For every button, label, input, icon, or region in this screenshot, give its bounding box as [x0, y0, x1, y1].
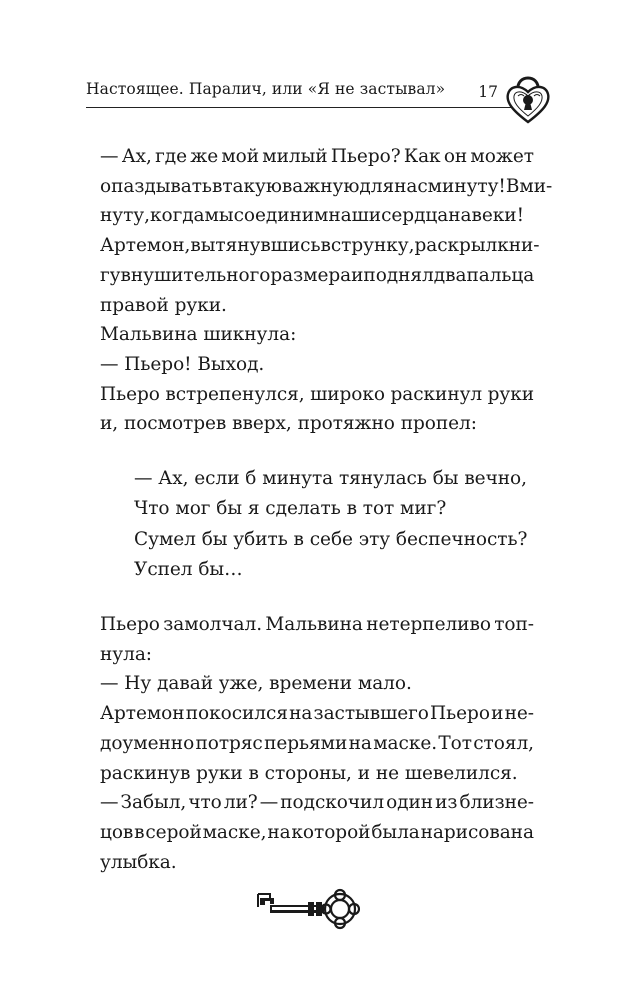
word: два	[433, 264, 467, 286]
text-line	[100, 818, 534, 847]
word: что	[188, 792, 222, 814]
word: внушительного	[120, 264, 271, 286]
word: может	[470, 146, 534, 167]
word: гу	[100, 264, 121, 286]
text-line: и, посмотрев вверх, протяжно пропел:	[100, 413, 477, 435]
word: Тот	[438, 732, 472, 754]
word: пальца	[466, 264, 535, 286]
word: для	[359, 175, 395, 197]
text-line: нула:	[100, 643, 152, 665]
word: Пьеро	[430, 703, 490, 725]
word: такую	[222, 175, 282, 197]
word: серой	[145, 821, 202, 843]
word: —	[100, 792, 119, 814]
word: опаздывать	[100, 175, 212, 197]
word: ми-	[519, 175, 553, 197]
text-line	[100, 231, 540, 260]
running-header-title: Настоящее. Паралич, или «Я не застывал»	[86, 80, 446, 98]
word: кни-	[497, 235, 540, 257]
word: перьями	[264, 732, 348, 754]
text-line: улыбка.	[100, 851, 177, 873]
word: где	[155, 146, 187, 167]
word: из	[435, 792, 458, 814]
word: Мальвина	[265, 614, 363, 636]
word: один	[386, 792, 434, 814]
text-line	[100, 261, 534, 290]
word: раскинул	[390, 383, 483, 405]
word: нетерпеливо	[366, 614, 491, 636]
word: и	[491, 703, 504, 725]
key-icon	[252, 884, 360, 934]
word: Ах,	[121, 146, 152, 167]
word: же	[190, 146, 219, 167]
word: —	[259, 792, 279, 814]
word: встрепенулся,	[165, 383, 305, 405]
text-line: — Пьеро! Выход.	[100, 353, 265, 375]
word: размера	[270, 264, 352, 286]
header-rule	[86, 107, 512, 108]
word: в	[320, 235, 331, 257]
word: соединим	[233, 205, 329, 227]
word: поднял	[363, 264, 434, 286]
word: в	[211, 175, 223, 197]
word: широко	[310, 383, 385, 405]
word: маске,	[202, 821, 267, 843]
word: когда	[149, 205, 205, 227]
word: на	[267, 821, 291, 843]
word: Пьеро	[100, 383, 160, 405]
word: навеки!	[448, 205, 524, 227]
text-line	[100, 201, 524, 230]
word: стоял,	[473, 732, 534, 754]
word: он	[443, 146, 468, 167]
word: Пьеро?	[330, 146, 401, 167]
text-line	[100, 142, 534, 171]
word: нуту,	[100, 205, 150, 227]
word: Забыл,	[120, 792, 187, 814]
word: Артемон,	[100, 235, 191, 257]
word: потряс	[195, 732, 263, 754]
text-line	[100, 380, 534, 409]
body-text	[100, 142, 553, 877]
poem	[134, 464, 534, 586]
text-line: раскинув руки в стороны, и не шевелился.	[100, 762, 518, 784]
word: близне-	[459, 792, 534, 814]
word: доуменно	[100, 732, 195, 754]
word: милый	[262, 146, 328, 167]
word: подскочил	[280, 792, 385, 814]
text-line	[100, 172, 553, 201]
word: застывшего	[313, 703, 429, 725]
word: цов	[100, 821, 134, 843]
word: и	[351, 264, 364, 286]
poem-line: Успел бы…	[134, 559, 243, 581]
poem-line: Что мог бы я сделать в тот миг?	[134, 498, 447, 520]
word: в	[134, 821, 145, 843]
word: мы	[204, 205, 234, 227]
word: мой	[221, 146, 260, 167]
word: Артемон	[100, 703, 185, 725]
word: руки	[487, 383, 534, 405]
word: —	[100, 146, 119, 167]
text-line: Мальвина шикнула:	[100, 324, 297, 346]
word: которой	[291, 821, 371, 843]
word: сердца	[381, 205, 449, 227]
word: важную	[281, 175, 360, 197]
word: В	[505, 175, 520, 197]
word: минуту!	[427, 175, 506, 197]
word: на	[289, 703, 313, 725]
word: Как	[403, 146, 441, 167]
heart-lock-icon	[504, 66, 552, 126]
word: струнку,	[330, 235, 415, 257]
poem-line: Сумел бы убить в себе эту беспечность?	[134, 528, 528, 550]
text-line: — Ну давай уже, времени мало.	[100, 673, 412, 695]
word: нарисована	[420, 821, 534, 843]
text-line	[100, 699, 534, 728]
text-line	[100, 729, 534, 758]
text-line: правой руки.	[100, 294, 227, 316]
word: нас	[394, 175, 428, 197]
word: не-	[504, 703, 534, 725]
word: раскрыл	[414, 235, 498, 257]
word: замолчал.	[163, 614, 263, 636]
word: покосился	[185, 703, 288, 725]
text-line	[100, 610, 534, 639]
word: наши	[328, 205, 382, 227]
word: была	[371, 821, 420, 843]
word: на	[348, 732, 372, 754]
text-line	[100, 788, 534, 817]
word: вытянувшись	[190, 235, 321, 257]
word: топ-	[494, 614, 534, 636]
running-header	[86, 80, 498, 104]
word: Пьеро	[100, 614, 160, 636]
page-number: 17	[478, 83, 498, 101]
poem-line: — Ах, если б минута тянулась бы вечно,	[134, 467, 527, 489]
word: ли?	[223, 792, 258, 814]
word: маске.	[373, 732, 438, 754]
